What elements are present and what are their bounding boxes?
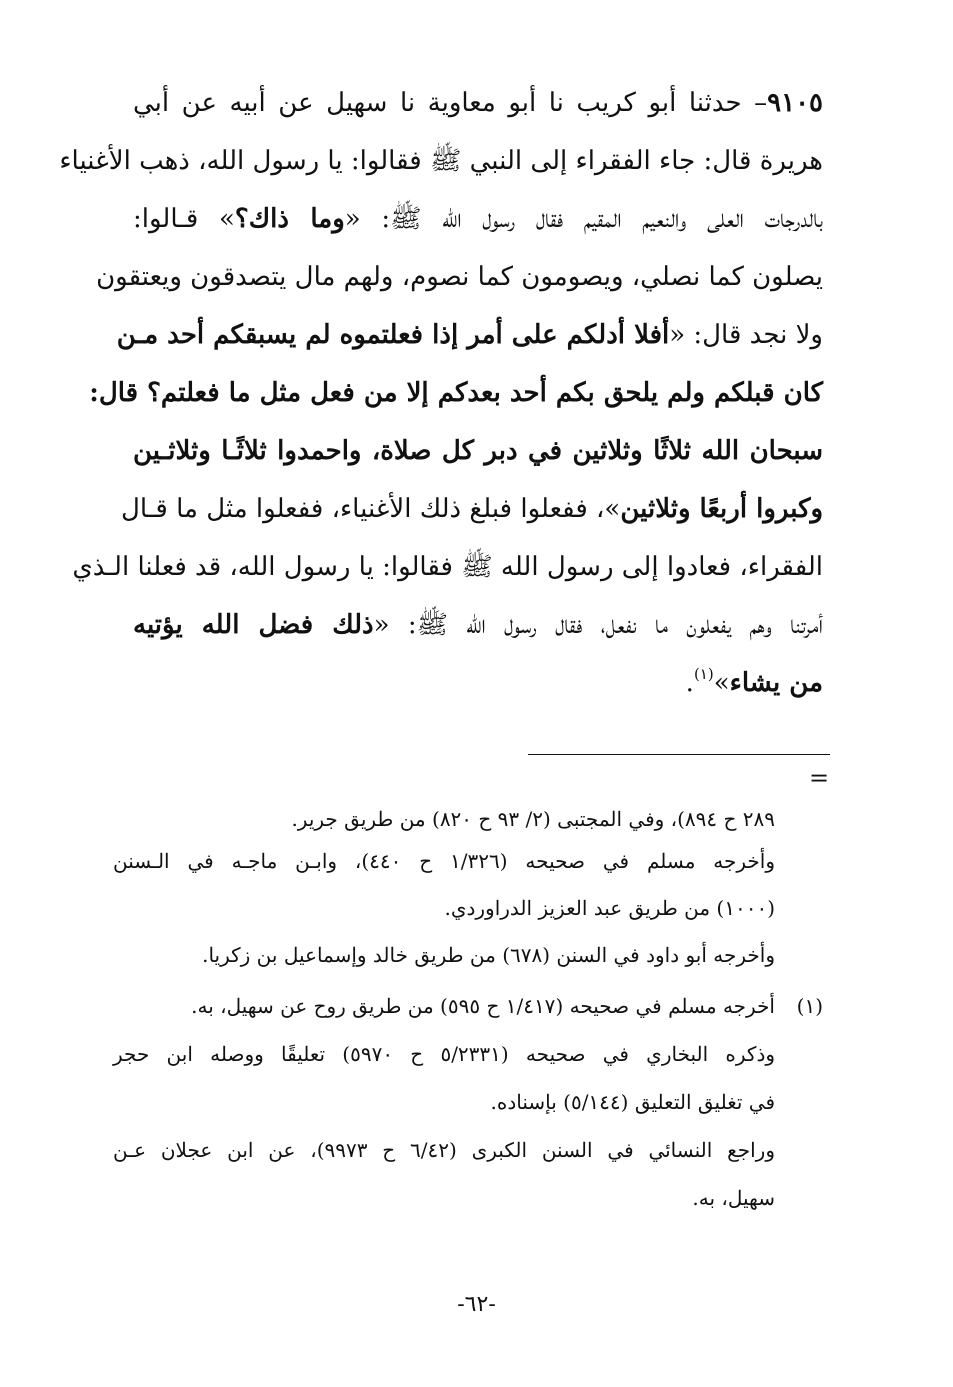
footnote-line: وراجع النسائي في السنن الكبرى (٦/٤٢ ح ٩٩٧٣)، عن ابن عجلان عـن	[113, 1138, 775, 1162]
footnote-line: (١٠٠٠) من طريق عبد العزيز الدراوردي.	[444, 896, 775, 920]
text-line-7: سبحان الله ثلاثًا وثلاثين في دبر كل صلاة، واحمدوا ثلاثًـا وثلاثـين	[133, 436, 823, 466]
hadith-number: ٩١٠٥	[767, 88, 823, 118]
footnote-line: سهيل، به.	[692, 1186, 775, 1210]
footnote-line: وذكره البخاري في صحيحه (٥/٢٣٣١ ح ٥٩٧٠) تعليقًا ووصله ابن حجر	[113, 1042, 776, 1066]
text-line-9: الفقراء، فعادوا إلى رسول الله ﷺ فقالوا: يا رسول الله، قد فعلنا الـذي	[72, 552, 823, 582]
footnote-number: (١)	[796, 994, 823, 1018]
text-line-3: بالدرجات العلى والنعيم المقيم فقال رسول الله ﷺ: «وما ذاك؟» قـالوا:	[133, 204, 823, 234]
footnote-continuation-mark: =	[808, 764, 830, 792]
footnote-reference: (١)	[693, 665, 714, 683]
footnote-line: وأخرجه مسلم في صحيحه (١/٣٢٦ ح ٤٤٠)، وابـن ماجـه في الـسنن	[113, 849, 775, 873]
text-line-11: من يشاء»$^{(١)}$.	[685, 665, 823, 698]
footnote-line: في تغليق التعليق (٥/١٤٤) بإسناده.	[490, 1090, 775, 1114]
text-line-8: وكبروا أربعًا وثلاثين»، ففعلوا فبلغ ذلك الأغنياء، ففعلوا مثل ما قـال	[120, 494, 823, 524]
footnote-line: وأخرجه أبو داود في السنن (٦٧٨) من طريق خالد وإسماعيل بن زكريا.	[202, 943, 775, 967]
text-line-6: كان قبلكم ولم يلحق بكم أحد بعدكم إلا من فعل مثل ما فعلتم؟ قال:	[89, 378, 823, 408]
text-line-5: ولا نجد قال: «أفلا أدلكم على أمر إذا فعلتموه لم يسبقكم أحد مـن	[116, 320, 823, 350]
footnote-separator-rule	[528, 754, 830, 755]
footnote-line: أخرجه مسلم في صحيحه (١/٤١٧ ح ٥٩٥) من طريق روح عن سهيل، به.	[191, 994, 775, 1018]
text-line-4: يصلون كما نصلي، ويصومون كما نصوم، ولهم مال يتصدقون ويعتقون	[96, 262, 823, 292]
text-line-2: هريرة قال: جاء الفقراء إلى النبي ﷺ فقالوا: يا رسول الله، ذهب الأغنياء	[59, 146, 823, 176]
text-line-10: أمرتنا وهم يفعلون ما نفعل، فقال رسول الله ﷺ: «ذلك فضل الله يؤتيه	[133, 610, 823, 640]
page-number: -٦٢-	[457, 1292, 496, 1317]
text-line-1: ٩١٠٥– حدثنا أبو كريب نا أبو معاوية نا سهيل عن أبيه عن أبي	[133, 88, 823, 118]
footnote-line: ٢٨٩ ح ٨٩٤)، وفي المجتبى (٢/ ٩٣ ح ٨٢٠) من طريق جرير.	[291, 807, 775, 831]
